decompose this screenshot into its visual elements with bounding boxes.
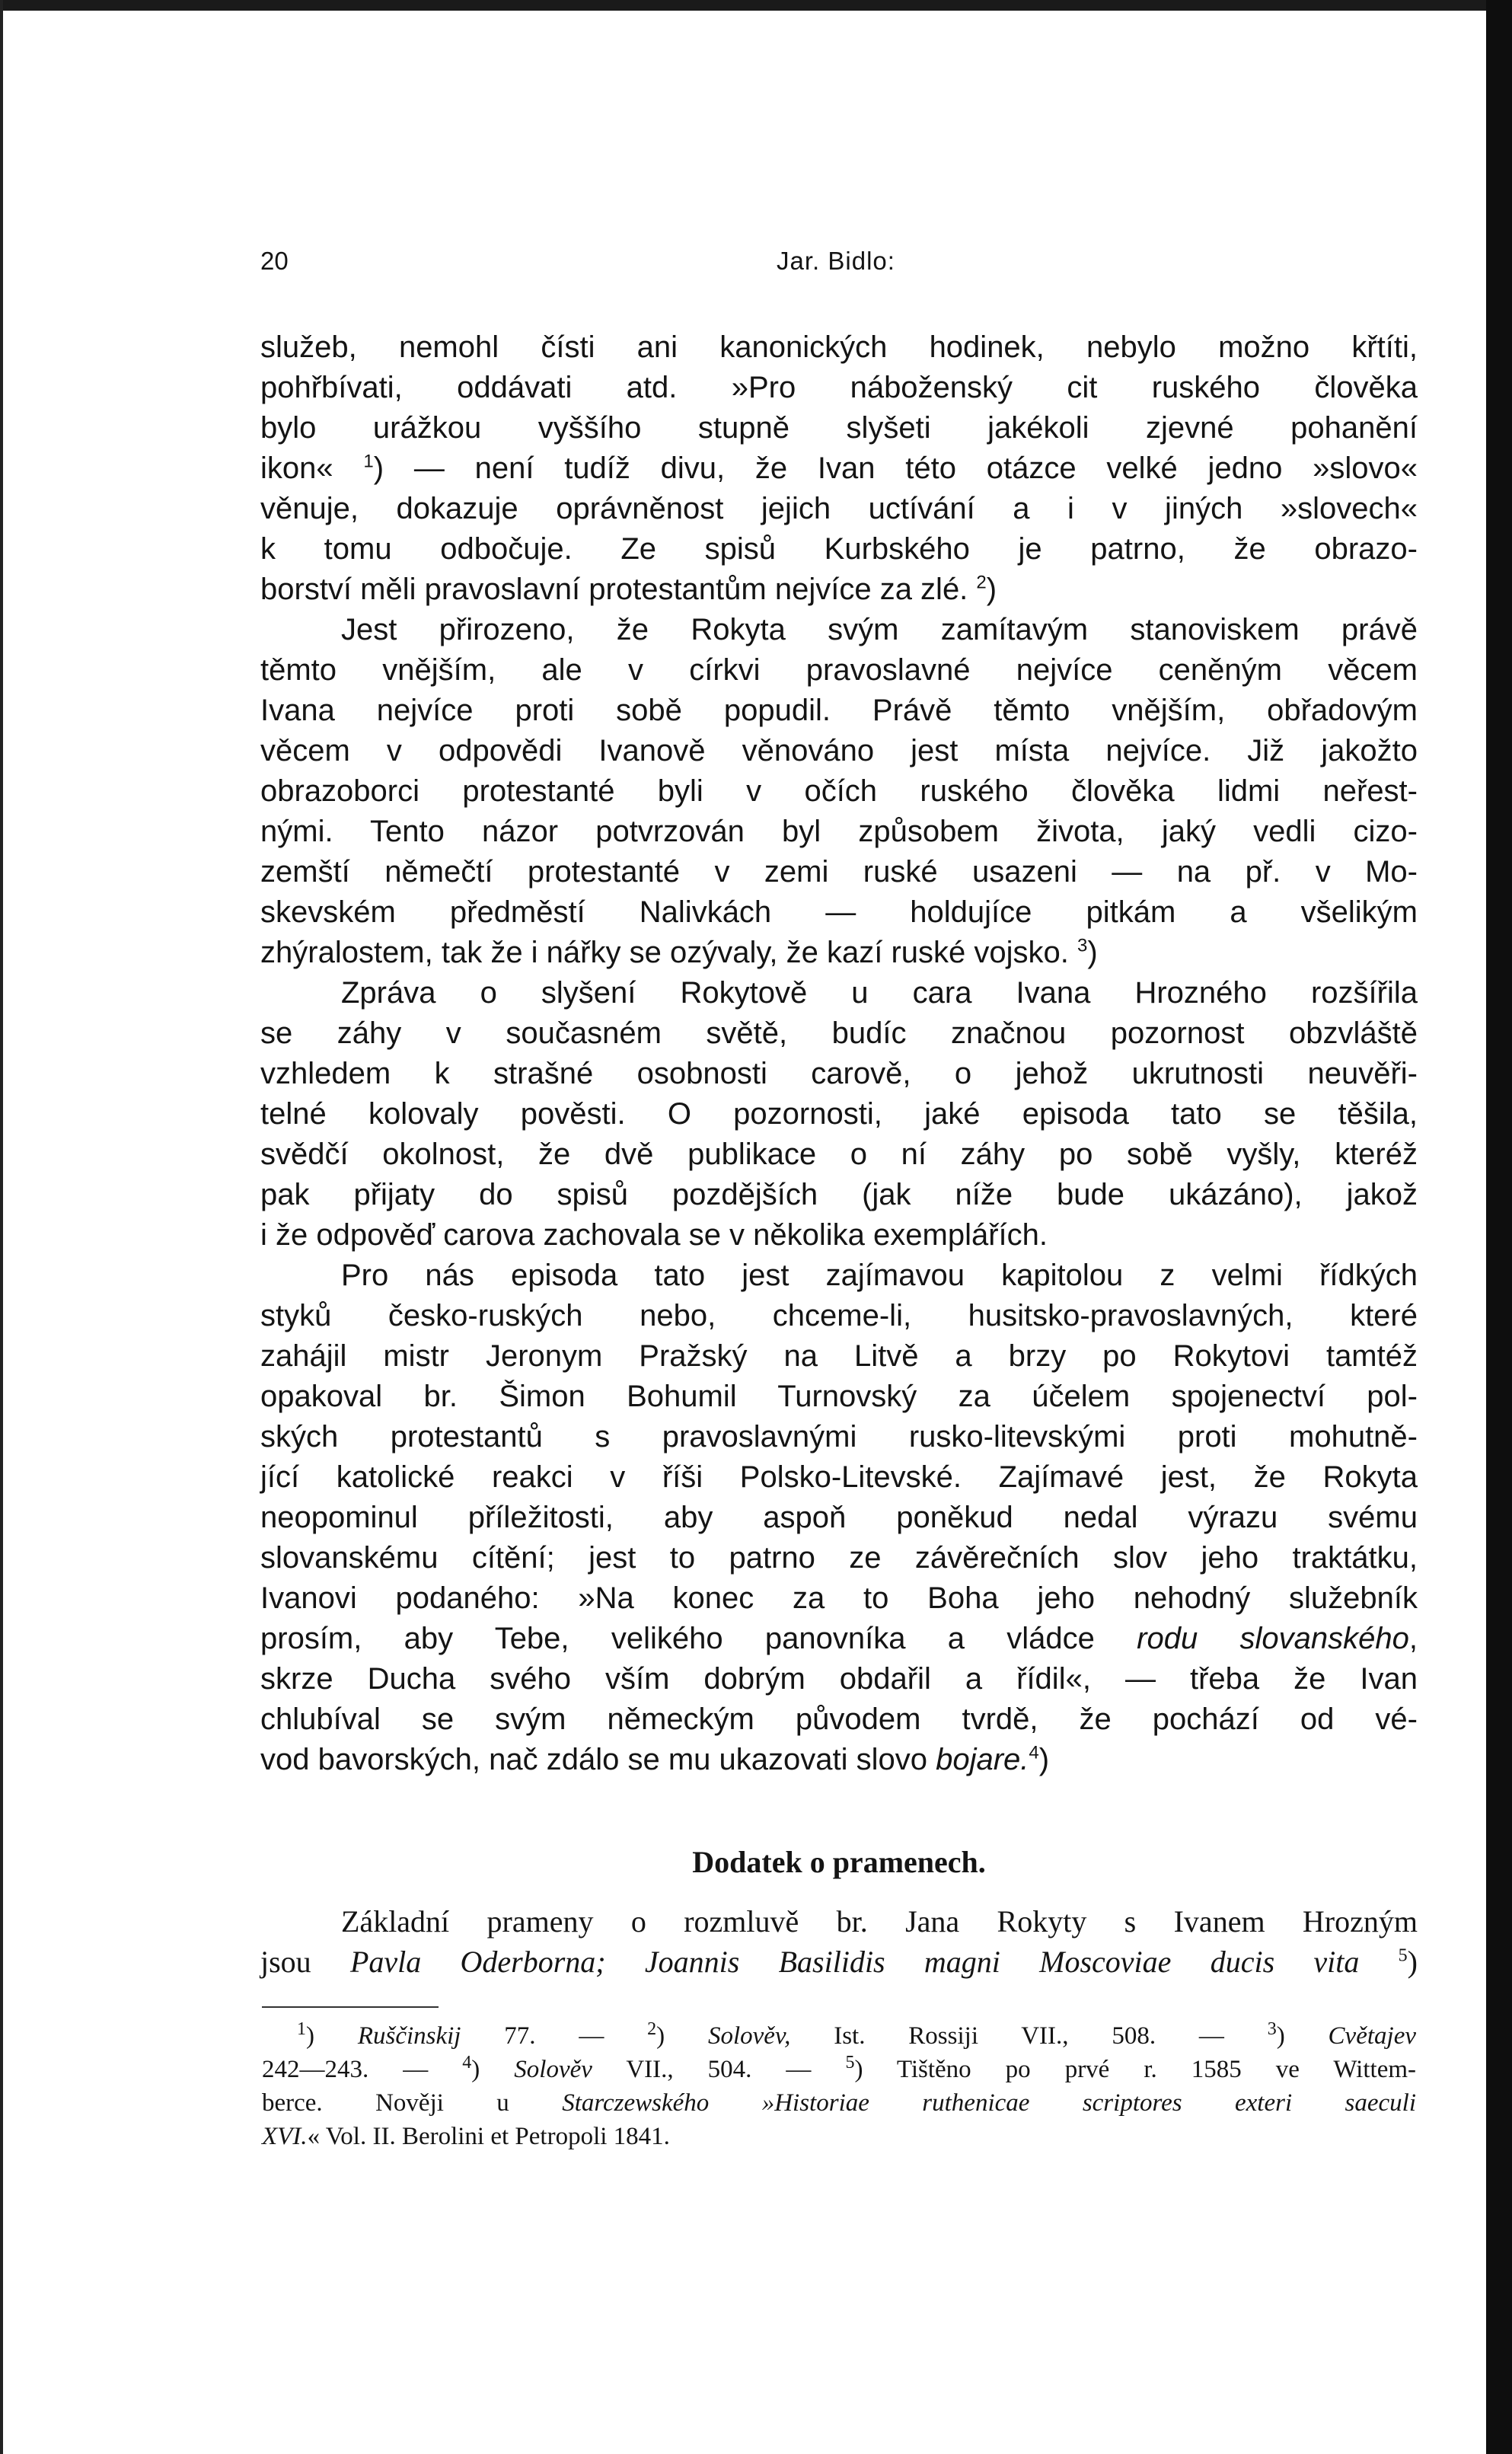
italic-text: XVI. bbox=[262, 2123, 308, 2150]
body-line bbox=[260, 1417, 1418, 1457]
running-head bbox=[260, 242, 1412, 280]
text-run: obrazoborci protestanté byli v očích ruského člověka lidmi neřest- bbox=[260, 774, 1418, 808]
body-line bbox=[260, 529, 1418, 570]
body-line bbox=[260, 610, 1418, 650]
body-line bbox=[260, 852, 1418, 892]
footnote-ref: 1 bbox=[363, 451, 374, 472]
text-run: 77. — bbox=[461, 2022, 648, 2050]
body-line bbox=[260, 1336, 1418, 1377]
italic-text: Cvětajev bbox=[1328, 2022, 1416, 2050]
text-run: svědčí okolnost, že dvě publikace o ní záhy po sobě vyšly, kteréž bbox=[260, 1138, 1418, 1171]
body-line bbox=[260, 368, 1418, 408]
text-run: « Vol. II. Berolini et Petropoli 1841. bbox=[307, 2123, 670, 2150]
body-line bbox=[260, 1578, 1418, 1619]
footnote-ref: 4 bbox=[1029, 1742, 1039, 1763]
text-run: Pro nás episoda tato jest zajímavou kapitolou z velmi řídkých bbox=[341, 1259, 1418, 1292]
footnote-ref: 3 bbox=[1077, 935, 1088, 956]
body-line bbox=[260, 1215, 1418, 1256]
footnote-separator bbox=[262, 2006, 439, 2008]
body-line bbox=[260, 1740, 1418, 1780]
text-run: ) Tištěno po prvé r. 1585 ve Wittem- bbox=[854, 2056, 1416, 2083]
footnote-ref: 5 bbox=[845, 2053, 855, 2073]
italic-text: rodu slovanského bbox=[1137, 1622, 1409, 1655]
body-line bbox=[260, 1175, 1418, 1215]
italic-text: Solověv, bbox=[707, 2022, 791, 2050]
text-run: ) bbox=[471, 2056, 515, 2083]
text-run: věcem v odpovědi Ivanově věnováno jest místa nejvíce. Již jakožto bbox=[260, 734, 1418, 767]
footnote-line bbox=[262, 2086, 1416, 2120]
text-run: skevském předměstí Nalivkách — holdujíce pitkám a všelikým bbox=[260, 895, 1418, 929]
body-line bbox=[260, 973, 1418, 1013]
italic-text: Ruščinskij bbox=[357, 2022, 461, 2050]
body-line bbox=[260, 1377, 1418, 1417]
text-run: ) bbox=[306, 2022, 358, 2050]
footnote-ref: 3 bbox=[1267, 2019, 1277, 2039]
text-run: ) bbox=[986, 573, 997, 606]
intro-line bbox=[260, 1901, 1418, 1942]
text-run: neopominul příležitosti, aby aspoň poněkud nedal výrazu svému bbox=[260, 1501, 1418, 1534]
text-run: ikon« bbox=[260, 452, 364, 485]
italic-text: bojare. bbox=[936, 1743, 1029, 1776]
text-run: i že odpověď carova zachovala se v několika exemplářích. bbox=[260, 1218, 1048, 1252]
text-run: prosím, aby Tebe, velikého panovníka a vládce bbox=[260, 1622, 1137, 1655]
text-run: ) bbox=[1407, 1945, 1418, 1979]
text-run: k tomu odbočuje. Ze spisů Kurbského je patrno, že obrazo- bbox=[260, 532, 1418, 566]
text-run: zhýralostem, tak že i nářky se ozývaly, že kazí ruské vojsko. bbox=[260, 936, 1077, 969]
italic-text: Pavla Oderborna; Joannis Basilidis magni Moscoviae ducis vita bbox=[349, 1945, 1360, 1979]
body-line bbox=[260, 1256, 1418, 1296]
text-run: služeb, nemohl čísti ani kanonických hodinek, nebylo možno křtíti, bbox=[260, 330, 1418, 364]
text-run: vod bavorských, nač zdálo se mu ukazovati slovo bbox=[260, 1743, 936, 1776]
body-line bbox=[260, 1659, 1418, 1699]
body-line bbox=[260, 650, 1418, 691]
text-run: jící katolické reakci v říši Polsko-Litevské. Zajímavé jest, že Rokyta bbox=[260, 1460, 1418, 1494]
body-line bbox=[260, 1134, 1418, 1175]
text-run: bylo urážkou vyššího stupně slyšeti jakékoli zjevné pohanění bbox=[260, 411, 1418, 445]
body-line bbox=[260, 570, 1418, 610]
text-run: ských protestantů s pravoslavnými rusko-litevskými proti mohutně- bbox=[260, 1420, 1418, 1454]
text-run: zemští němečtí protestanté v zemi ruské usazeni — na př. v Mo- bbox=[260, 855, 1418, 889]
text-run: opakoval br. Šimon Bohumil Turnovský za účelem spojenectví pol- bbox=[260, 1380, 1418, 1413]
intro-line bbox=[260, 1942, 1418, 1982]
text-run bbox=[1359, 1945, 1398, 1979]
body-text bbox=[260, 327, 1418, 1780]
body-line bbox=[260, 1619, 1418, 1659]
footnote-line bbox=[262, 2053, 1416, 2086]
footnote-ref: 4 bbox=[462, 2053, 472, 2073]
footnote-ref: 2 bbox=[976, 572, 987, 593]
text-run: styků česko-ruských nebo, chceme-li, husitsko-pravoslavných, které bbox=[260, 1299, 1418, 1332]
text-run: slovanskému cítění; jest to patrno ze závěrečních slov jeho traktátku, bbox=[260, 1541, 1418, 1575]
text-run: VII., 504. — bbox=[592, 2056, 846, 2083]
text-run: Ist. Rossiji VII., 508. — bbox=[790, 2022, 1268, 2050]
text-run: se záhy v současném světě, budíc značnou pozornost obzvláště bbox=[260, 1016, 1418, 1050]
text-run: ) bbox=[1276, 2022, 1329, 2050]
body-line bbox=[260, 771, 1418, 812]
page-number: 20 bbox=[260, 247, 289, 275]
body-line bbox=[260, 691, 1418, 731]
text-run: chlubíval se svým německým původem tvrdě, že pochází od vé- bbox=[260, 1702, 1418, 1736]
scan-border-right bbox=[1486, 0, 1512, 2454]
body-line bbox=[260, 812, 1418, 852]
scan-border-top bbox=[0, 0, 1512, 11]
body-line bbox=[260, 1538, 1418, 1578]
body-line bbox=[260, 1013, 1418, 1054]
body-line bbox=[260, 408, 1418, 448]
body-line bbox=[260, 1296, 1418, 1336]
footnote-ref: 1 bbox=[297, 2019, 306, 2039]
text-run: ) — není tudíž divu, že Ivan této otázce velké jedno »slovo« bbox=[373, 452, 1418, 485]
text-run: vzhledem k strašné osobnosti carově, o jehož ukrutnosti neuvěři- bbox=[260, 1057, 1418, 1090]
text-run: 242—243. — bbox=[262, 2056, 463, 2083]
text-run: nými. Tento názor potvrzován byl způsobem života, jaký vedli cizo- bbox=[260, 815, 1418, 848]
text-run: Zpráva o slyšení Rokytově u cara Ivana Hrozného rozšířila bbox=[341, 976, 1418, 1010]
body-line bbox=[260, 933, 1418, 973]
text-run: těmto vnějším, ale v církvi pravoslavné nejvíce ceněným věcem bbox=[260, 653, 1418, 687]
body-line bbox=[260, 327, 1418, 368]
body-line bbox=[260, 448, 1418, 489]
running-title: Jar. Bidlo: bbox=[777, 247, 895, 275]
scan-border-left bbox=[0, 0, 3, 2454]
text-run: pohřbívati, oddávati atd. »Pro náboženský cit ruského člověka bbox=[260, 371, 1418, 404]
footnote-ref: 5 bbox=[1398, 1945, 1408, 1966]
text-run: skrze Ducha svého vším dobrým obdařil a řídil«, — třeba že Ivan bbox=[260, 1662, 1418, 1696]
body-line bbox=[260, 1457, 1418, 1498]
italic-text: Starczewského »Historiae ruthenicae scriptores exteri saeculi bbox=[562, 2089, 1417, 2117]
text-run: ) bbox=[1038, 1743, 1050, 1776]
text-run: Základní prameny o rozmluvě br. Jana Rokyty s Ivanem Hrozným bbox=[341, 1904, 1418, 1939]
italic-text: Solověv bbox=[514, 2056, 592, 2083]
footnote-ref: 2 bbox=[647, 2019, 657, 2039]
text-run: zahájil mistr Jeronym Pražský na Litvě a brzy po Rokytovi tamtéž bbox=[260, 1339, 1418, 1373]
sources-intro bbox=[260, 1901, 1418, 1982]
footnotes bbox=[262, 2019, 1417, 2153]
footnote-line bbox=[297, 2019, 1416, 2053]
footnote-line bbox=[262, 2120, 1416, 2153]
text-run: telné kolovaly pověsti. O pozornosti, jaké episoda tato se těšila, bbox=[260, 1097, 1418, 1131]
text-run: berce. Nověji u bbox=[262, 2089, 563, 2117]
text-run: ) bbox=[656, 2022, 708, 2050]
text-run: Jest přirozeno, že Rokyta svým zamítavým stanoviskem právě bbox=[341, 613, 1418, 646]
text-run: , bbox=[1408, 1622, 1418, 1655]
body-line bbox=[260, 1699, 1418, 1740]
body-line bbox=[260, 1054, 1418, 1094]
text-run: jsou bbox=[260, 1945, 350, 1979]
body-line bbox=[260, 731, 1418, 771]
text-run: borství měli pravoslavní protestantům nejvíce za zlé. bbox=[260, 573, 977, 606]
body-line bbox=[260, 892, 1418, 933]
body-line bbox=[260, 489, 1418, 529]
text-run: Ivanovi podaného: »Na konec za to Boha jeho nehodný služebník bbox=[260, 1581, 1418, 1615]
text-run: pak přijaty do spisů pozdějších (jak níže bude ukázáno), jakož bbox=[260, 1178, 1418, 1211]
text-run: ) bbox=[1087, 936, 1098, 969]
section-heading: Dodatek o pramenech. bbox=[692, 1845, 986, 1879]
body-line bbox=[260, 1094, 1418, 1134]
text-run: věnuje, dokazuje oprávněnost jejich uctívání a i v jiných »slovech« bbox=[260, 492, 1418, 525]
body-line bbox=[260, 1498, 1418, 1538]
text-run: Ivana nejvíce proti sobě popudil. Právě těmto vnějším, obřadovým bbox=[260, 694, 1418, 727]
